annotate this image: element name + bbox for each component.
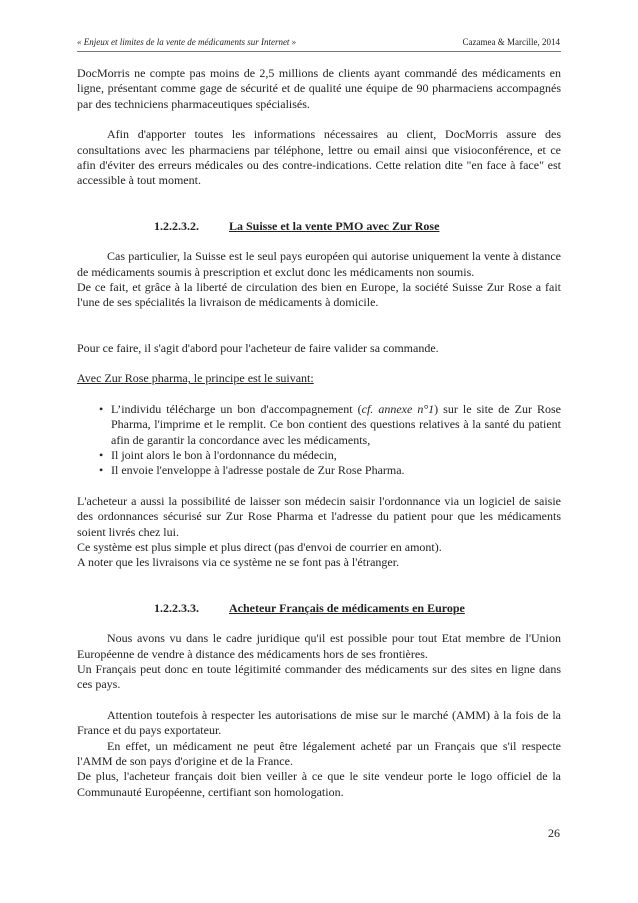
paragraph: Cas particulier, la Suisse est le seul pays européen qui autorise uniquement la vente à distance de médicaments soumis à prescription et exclut donc les médicaments non soumis. xyxy=(77,249,561,279)
running-header-title: « Enjeux et limites de la vente de médicaments sur Internet » xyxy=(77,37,297,47)
list-item: • Il envoie l'enveloppe à l'adresse postale de Zur Rose Pharma. xyxy=(99,463,405,478)
section-title: Acheteur Français de médicaments en Europe xyxy=(229,600,465,615)
running-header-authors: Cazamea & Marcille, 2014 xyxy=(462,37,560,47)
annex-reference: cf. annexe n°1 xyxy=(361,401,435,416)
paragraph: Ce système est plus simple et plus direct (pas d'envoi de courrier en amont). xyxy=(77,539,442,554)
bullet-icon: • xyxy=(99,401,104,416)
paragraph: Pour ce faire, il s'agit d'abord pour l'acheteur de faire valider sa commande. xyxy=(77,340,439,355)
paragraph: A noter que les livraisons via ce système ne se font pas à l'étranger. xyxy=(77,555,400,570)
bullet-list xyxy=(77,402,561,479)
paragraph: Un Français peut donc en toute légitimité commander des médicaments sur des sites en ligne dans ces pays. xyxy=(77,661,561,692)
paragraph: Attention toutefois à respecter les autorisations de mise sur le marché (AMM) à la fois de la France et du pays exportateur. xyxy=(77,707,561,738)
section-heading xyxy=(77,601,561,616)
document-body xyxy=(77,66,561,800)
list-intro: Avec Zur Rose pharma, le principe est le suivant: xyxy=(77,371,314,386)
paragraph: Afin d'apporter toutes les informations nécessaires au client, DocMorris assure des consultations avec les pharmaciens par téléphone, lettre ou email ainsi que visioconférence, et ce afin d'éviter des erreurs médicales ou des contre-indications. Cette relation dite "en face à face" est accessible à tout moment. xyxy=(77,127,561,188)
page-number: 26 xyxy=(548,826,560,840)
list-item: • Il joint alors le bon à l'ordonnance du médecin, xyxy=(99,447,337,462)
paragraph: De plus, l'acheteur français doit bien veiller à ce que le site vendeur porte le logo officiel de la Communauté Européenne, certifiant son homologation. xyxy=(77,769,561,799)
paragraph: En effet, un médicament ne peut être légalement acheté par un Français que s'il respecte l'AMM de son pays d'origine et de la France. xyxy=(77,738,561,768)
paragraph: Nous avons vu dans le cadre juridique qu'il est possible pour tout Etat membre de l'Union Européenne de vendre à distance des médicaments hors de ses frontières. xyxy=(77,631,561,661)
paragraph: De ce fait, et grâce à la liberté de circulation des bien en Europe, la société Suisse Zur Rose a fait l'une de ses spécialités la livraison de médicaments à domicile. xyxy=(77,280,561,310)
bullet-icon: • xyxy=(99,447,104,462)
paragraph: L'acheteur a aussi la possibilité de laisser son médecin saisir l'ordonnance via un logiciel de saisie des ordonnances sécurisé sur Zur Rose Pharma et l'adresse du patient pour que les médicaments soient livrés chez lui. xyxy=(77,493,561,539)
section-number: 1.2.2.3.3. xyxy=(154,600,199,615)
header-rule xyxy=(77,51,561,52)
bullet-icon: • xyxy=(99,463,104,478)
section-heading xyxy=(77,219,561,234)
section-title: La Suisse et la vente PMO avec Zur Rose xyxy=(229,218,440,233)
list-item: • L’individu télécharge un bon d'accompagnement (cf. annexe n°1) sur le site de Zur Rose Pharma, l'imprime et le remplit. Ce bon contient des questions relatives à la santé du patient afin de garantir la concordance avec les médicaments, xyxy=(99,401,562,447)
section-number: 1.2.2.3.2. xyxy=(154,218,199,233)
paragraph: DocMorris ne compte pas moins de 2,5 millions de clients ayant commandé des médicaments en ligne, présentant comme gage de sécurité et de qualité une équipe de 90 pharmaciens accompagnés par des techniciens pharmaceutiques spécialisés. xyxy=(77,66,561,111)
